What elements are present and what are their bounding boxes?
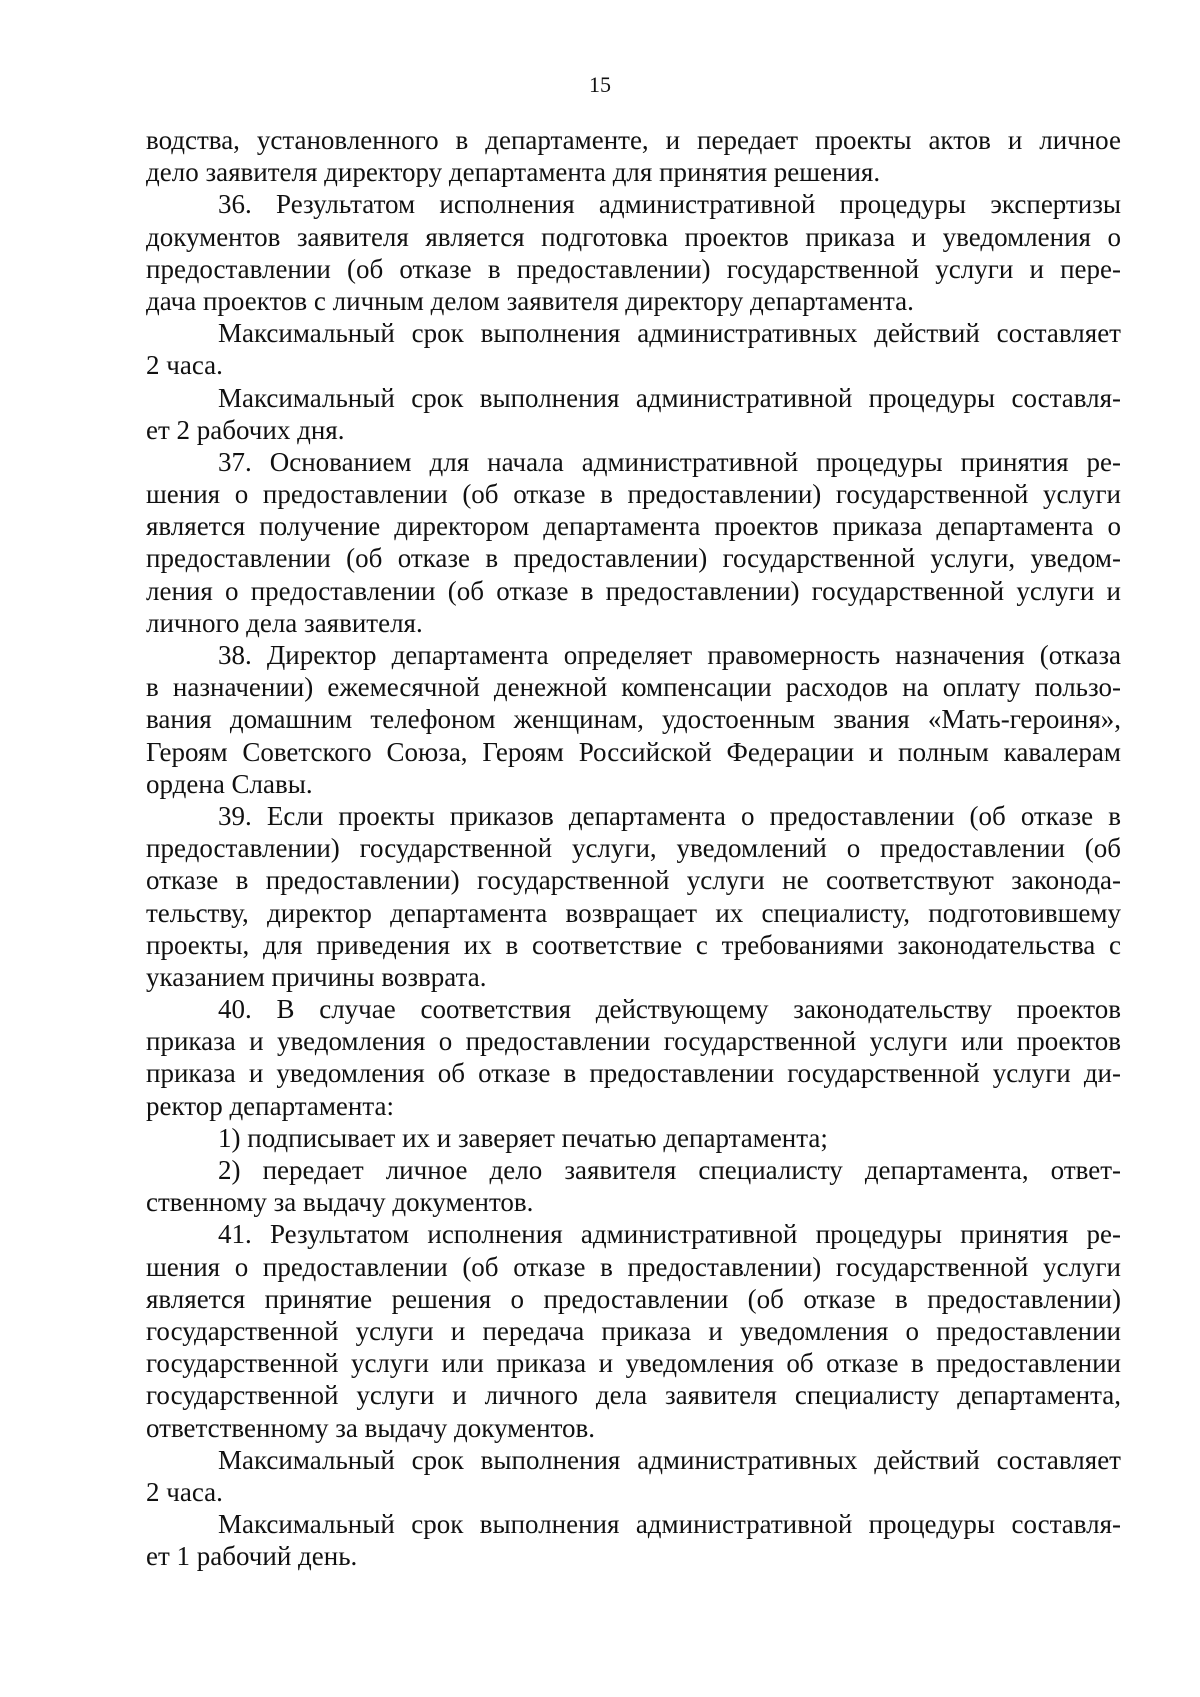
text-line: 40. В случае соответствия действующему законодательству проектов (218, 994, 1121, 1025)
text-line: государственной услуги и передача приказа и уведомления о предоставлении (146, 1315, 1121, 1346)
text-line: шения о предоставлении (об отказе в предоставлении) государственной услуги (146, 479, 1121, 510)
text-line: ректор департамента: (146, 1090, 394, 1121)
text-line: 39. Если проекты приказов департамента о предоставлении (об отказе в (218, 800, 1121, 831)
text-line: приказа и уведомления о предоставлении государственной услуги или проектов (146, 1026, 1121, 1057)
text-line: ет 2 рабочих дня. (146, 414, 345, 445)
text-line: дело заявителя директору департамента для принятия решения. (146, 157, 881, 188)
text-line: 41. Результатом исполнения административной процедуры принятия ре- (218, 1219, 1121, 1250)
text-line: предоставлении (об отказе в предоставлении) государственной услуги и пере- (146, 253, 1121, 284)
text-line: ет 1 рабочий день. (146, 1541, 358, 1572)
text-line: отказе в предоставлении) государственной услуги не соответствуют законода- (146, 865, 1121, 896)
text-line: государственной услуги или приказа и уведомления об отказе в предоставлении (146, 1348, 1121, 1379)
text-line: 36. Результатом исполнения административной процедуры экспертизы (218, 189, 1121, 220)
text-line: Максимальный срок выполнения административных действий составляет (218, 1444, 1121, 1475)
text-line: 2 часа. (146, 1476, 223, 1507)
text-line: предоставлении) государственной услуги, уведомлений о предоставлении (об (146, 833, 1121, 864)
text-line: Максимальный срок выполнения административной процедуры составля- (218, 382, 1121, 413)
text-line: предоставлении (об отказе в предоставлении) государственной услуги, уведом- (146, 543, 1121, 574)
text-line: Максимальный срок выполнения административных действий составляет (218, 318, 1121, 349)
text-line: 38. Директор департамента определяет правомерность назначения (отказа (218, 640, 1121, 670)
text-line: документов заявителя является подготовка проектов приказа и уведомления о (146, 221, 1121, 252)
text-line: ордена Славы. (146, 768, 313, 799)
text-line: 1) подписывает их и заверяет печатью департамента; (218, 1122, 828, 1153)
document-body (146, 124, 1121, 1572)
text-line: 37. Основанием для начала административной процедуры принятия ре- (218, 446, 1121, 477)
text-line: дача проектов с личным делом заявителя директору департамента. (146, 285, 914, 316)
text-line: в назначении) ежемесячной денежной компенсации расходов на оплату пользо- (146, 672, 1121, 703)
text-line: указанием причины возврата. (146, 961, 487, 992)
text-line: ления о предоставлении (об отказе в предоставлении) государственной услуги и (146, 575, 1121, 606)
text-line: личного дела заявителя. (146, 607, 423, 638)
text-line: 2 часа. (146, 350, 223, 381)
text-line: вания домашним телефоном женщинам, удостоенным звания «Мать-героиня», (146, 704, 1121, 735)
text-line: ответственному за выдачу документов. (146, 1412, 596, 1443)
text-line: Максимальный срок выполнения административной процедуры составля- (218, 1509, 1121, 1540)
text-line: водства, установленного в департаменте, и передает проекты актов и личное (146, 125, 1121, 155)
text-line: приказа и уведомления об отказе в предоставлении государственной услуги ди- (146, 1058, 1121, 1089)
text-line: проекты, для приведения их в соответствие с требованиями законодательства с (146, 929, 1121, 960)
text-line: является принятие решения о предоставлении (об отказе в предоставлении) (146, 1283, 1121, 1314)
text-line: шения о предоставлении (об отказе в предоставлении) государственной услуги (146, 1251, 1121, 1282)
text-line: ственному за выдачу документов. (146, 1187, 534, 1218)
text-line: тельству, директор департамента возвращает их специалисту, подготовившему (146, 897, 1121, 928)
text-line: 2) передает личное дело заявителя специалисту департамента, ответ- (218, 1155, 1121, 1185)
text-line: государственной услуги и личного дела заявителя специалисту департамента, (146, 1380, 1121, 1411)
page-number: 15 (589, 72, 611, 97)
text-line: является получение директором департамента проектов приказа департамента о (146, 511, 1121, 542)
text-line: Героям Советского Союза, Героям Российской Федерации и полным кавалерам (146, 736, 1121, 767)
